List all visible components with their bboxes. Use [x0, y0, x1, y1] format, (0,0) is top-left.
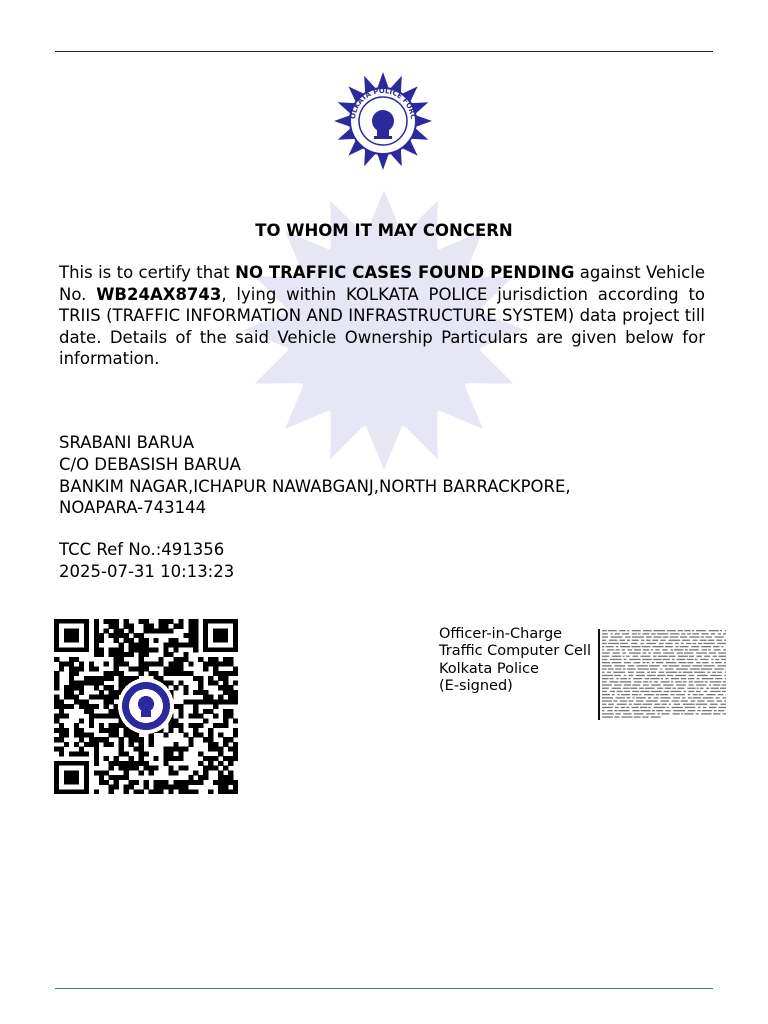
tcc-ref: TCC Ref No.:491356 [59, 540, 225, 559]
reference-block [59, 539, 234, 583]
owner-name: SRABANI BARUA [59, 433, 195, 452]
status-bold: NO TRAFFIC CASES FOUND PENDING [235, 263, 575, 282]
certificate-paragraph [59, 262, 705, 370]
para-text-2: against Vehicle No. [59, 263, 705, 304]
owner-care-of: C/O DEBASISH BARUA [59, 454, 241, 474]
qr-code-icon [54, 619, 238, 794]
bottom-rule [55, 988, 713, 989]
officer-block [439, 626, 591, 695]
signature-divider [598, 629, 600, 720]
vehicle-number: WB24AX8743 [96, 284, 222, 304]
page-title: TO WHOM IT MAY CONCERN [255, 221, 513, 240]
owner-details [59, 432, 571, 519]
para-text-1: This is to certify that [59, 263, 236, 282]
watermark-motto: सत्यमेव जयते [349, 376, 419, 392]
officer-esigned: (E-signed) [439, 677, 513, 694]
issue-datetime: 2025-07-31 10:13:23 [59, 561, 235, 581]
officer-org: Kolkata Police [439, 660, 539, 677]
owner-address-line1: BANKIM NAGAR,ICHAPUR NAWABGANJ,NORTH BARRACKPORE, [59, 476, 571, 496]
officer-title: Officer-in-Charge [439, 626, 563, 642]
para-text-3: , lying within KOLKATA POLICE jurisdiction according to TRIIS (TRAFFIC INFORMATION AND INFRASTRUCTURE SYSTEM) data project till date. Details of the said Vehicle Ownership Particulars are given below for information. [59, 284, 706, 368]
logo-ring-text: OLKATA POLICE FORC [348, 86, 418, 120]
kolkata-police-emblem-icon [331, 72, 435, 170]
officer-unit: Traffic Computer Cell [439, 643, 591, 660]
owner-address-line2: NOAPARA-743144 [59, 498, 207, 518]
top-rule [55, 51, 713, 52]
